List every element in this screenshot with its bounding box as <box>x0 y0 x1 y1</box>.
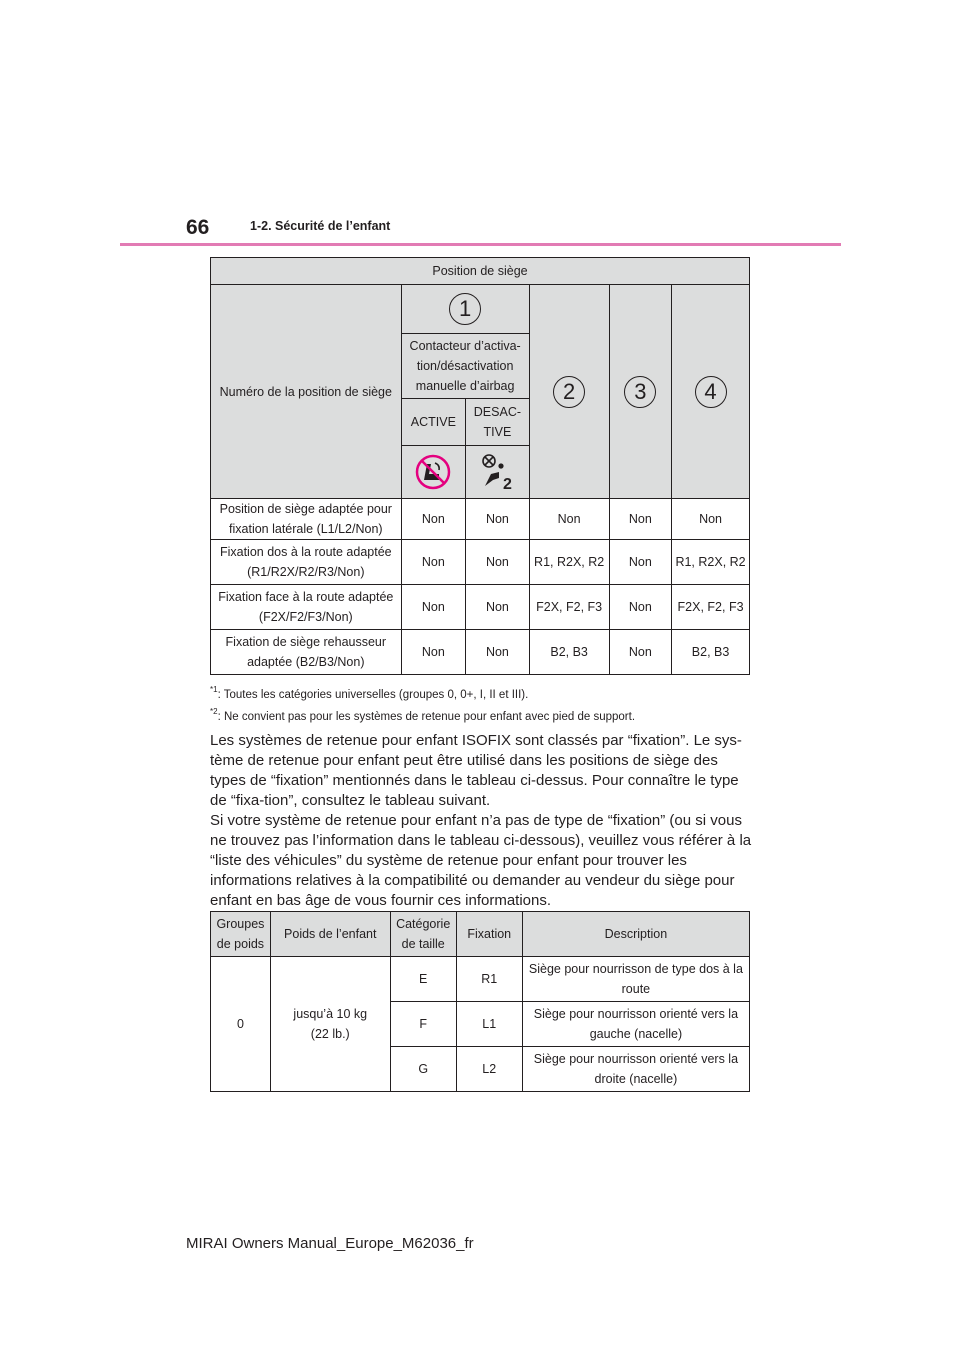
svg-text:2: 2 <box>503 476 513 492</box>
seat-table-title: Position de siège <box>211 258 750 285</box>
table-cell: F2X, F2, F3 <box>672 585 750 630</box>
table-cell: R1, R2X, R2 <box>529 540 609 585</box>
header-rule <box>120 243 841 246</box>
col-header: Fixation <box>456 912 522 957</box>
table-row <box>211 540 750 585</box>
description-cell: Siège pour nourrisson orienté vers la droite (nacelle) <box>522 1047 749 1092</box>
paragraph: Les systèmes de retenue pour enfant ISOFIX sont classés par “fixation”. Le sys-tème de retenue pour enfant peut être utilisé dans les positions de siège des types de “fixation” mentionnés dans le tableau ci-dessus. Pour connaître le type de “fixa-tion”, consultez le tableau suivant. <box>210 732 742 809</box>
airbag-on-icon <box>466 446 530 499</box>
table-cell: Non <box>466 585 530 630</box>
row-label: Fixation dos à la route adaptée (R1/R2X/R2/R3/Non) <box>211 540 402 585</box>
table-row <box>211 499 750 540</box>
size-cell: E <box>390 957 456 1002</box>
deactive-label: DESAC-TIVE <box>466 399 530 446</box>
fixation-cell: R1 <box>456 957 522 1002</box>
body-text <box>210 731 755 911</box>
table-cell: B2, B3 <box>672 630 750 675</box>
col-header: Groupes de poids <box>211 912 271 957</box>
weight-cell: jusqu’à 10 kg (22 lb.) <box>270 957 390 1092</box>
table-cell: R1, R2X, R2 <box>672 540 750 585</box>
table-cell: Non <box>401 540 466 585</box>
row-label: Position de siège adaptée pour fixation latérale (L1/L2/Non) <box>211 499 402 540</box>
col-header: Catégorie de taille <box>390 912 456 957</box>
row-label: Fixation de siège rehausseur adaptée (B2/B3/Non) <box>211 630 402 675</box>
paragraph: Si votre système de retenue pour enfant n’a pas de type de “fixation” (ou si vous ne trouvez pas l’information dans le tableau ci-dessous), veuillez vous référer à la “liste des véhicules” du système de retenue pour enfant pour trouver les informations relatives à la compatibilité ou demander au vendeur du siège pour enfant en bas âge de vous fournir ces informations. <box>210 812 752 909</box>
table-cell: Non <box>466 630 530 675</box>
table-cell: Non <box>466 499 530 540</box>
table-cell: F2X, F2, F3 <box>529 585 609 630</box>
col-header: Description <box>522 912 749 957</box>
size-cell: G <box>390 1047 456 1092</box>
description-cell: Siège pour nourrisson de type dos à la route <box>522 957 749 1002</box>
position-1: 1 <box>401 285 529 334</box>
table-cell: Non <box>401 630 466 675</box>
table-cell: Non <box>609 540 672 585</box>
footnote-2: $^{*2}$: Ne convient pas pour les systèmes de retenue pour enfant avec pied de support. <box>210 707 636 723</box>
table-cell: Non <box>609 585 672 630</box>
airbag-switch-label: Contacteur d’activa-tion/désactivation manuelle d’airbag <box>401 334 529 399</box>
description-cell: Siège pour nourrisson orienté vers la gauche (nacelle) <box>522 1002 749 1047</box>
table-cell: Non <box>529 499 609 540</box>
seat-position-table <box>210 257 750 675</box>
weight-group-table <box>210 911 750 1092</box>
row-label: Fixation face à la route adaptée (F2X/F2/F3/Non) <box>211 585 402 630</box>
active-label: ACTIVE <box>401 399 466 446</box>
table-cell: Non <box>672 499 750 540</box>
section-title: 1-2. Sécurité de l’enfant <box>250 219 391 233</box>
table-row <box>211 957 750 1002</box>
fixation-cell: L1 <box>456 1002 522 1047</box>
table-cell: Non <box>401 585 466 630</box>
size-cell: F <box>390 1002 456 1047</box>
table-row <box>211 585 750 630</box>
table-cell: Non <box>466 540 530 585</box>
table-cell: B2, B3 <box>529 630 609 675</box>
footer-text: MIRAI Owners Manual_Europe_M62036_fr <box>186 1235 474 1252</box>
position-3: 3 <box>609 285 672 499</box>
table-cell: Non <box>609 499 672 540</box>
seat-number-header: Numéro de la position de siège <box>211 285 402 499</box>
table-cell: Non <box>609 630 672 675</box>
position-4: 4 <box>672 285 750 499</box>
airbag-off-icon <box>401 446 466 499</box>
table-cell: Non <box>401 499 466 540</box>
page-number: 66 <box>186 216 210 239</box>
table-row <box>211 630 750 675</box>
position-2: 2 <box>529 285 609 499</box>
footnote-1: $^{*1}$: Toutes les catégories universelles (groupes 0, 0+, I, II et III). <box>210 685 529 701</box>
col-header: Poids de l’enfant <box>270 912 390 957</box>
fixation-cell: L2 <box>456 1047 522 1092</box>
group-cell: 0 <box>211 957 271 1092</box>
